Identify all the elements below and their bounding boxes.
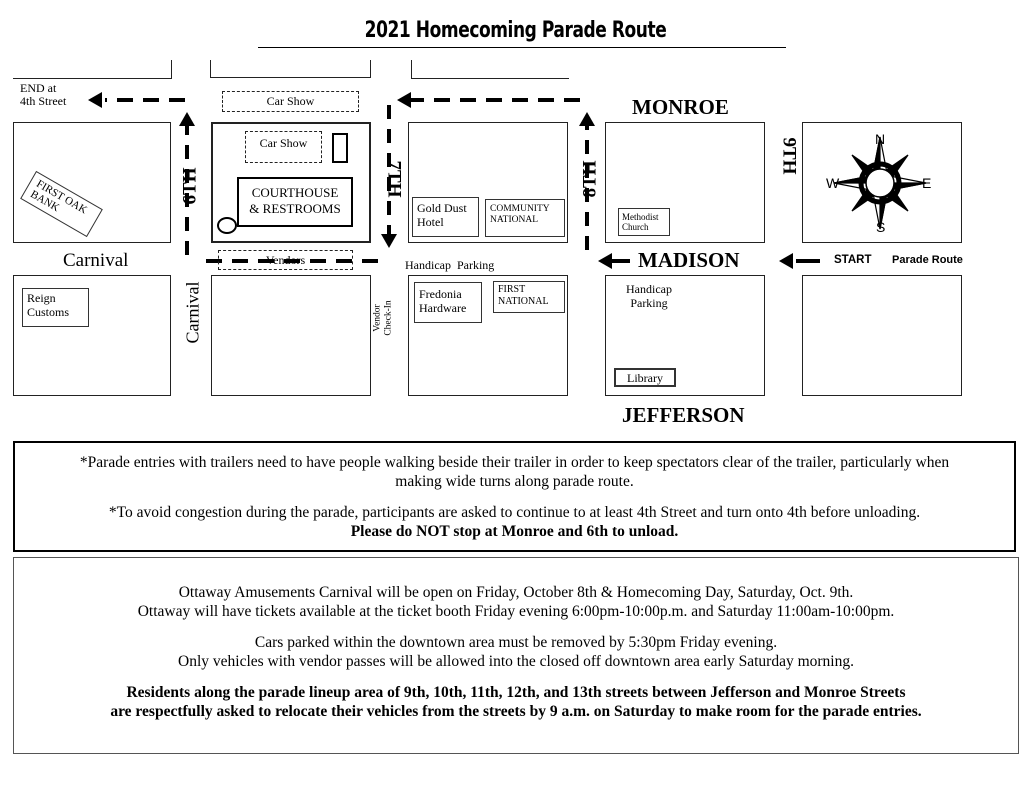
note-trailers: *Parade entries with trailers need to have people walking beside their trailer in order to keep spectators clear of the trailer, particularly when making wide turns along parade route. — [79, 454, 950, 490]
methodist-church: Methodist Church — [618, 208, 670, 236]
street-7th: 7TH — [383, 160, 405, 198]
info-relocate: are respectfully asked to relocate their vehicles from the streets by 9 a.m. on Saturday to make room for the parade entries. — [110, 703, 922, 720]
info-carnival-dates: Ottaway Amusements Carnival will be open on Friday, October 8th & Homecoming Day, Saturday, Oct. 9th. — [178, 584, 854, 601]
parade-route-label: Parade Route — [892, 254, 963, 266]
first-national: FIRST NATIONAL — [493, 281, 565, 313]
note-congestion: *To avoid congestion during the parade, participants are asked to continue to at least 4th Street and turn onto 4th before unloading. — [108, 504, 921, 521]
compass-e: E — [922, 175, 932, 191]
compass-w: W — [826, 175, 840, 191]
info-residents: Residents along the parade lineup area of 9th, 10th, 11th, 12th, and 13th streets between Jefferson and Monroe Streets — [126, 684, 906, 701]
street-6th: 6TH — [179, 167, 201, 205]
street-8th: 8TH — [579, 160, 601, 198]
info-vendor-passes: Only vehicles with vendor passes will be allowed into the closed off downtown area early Saturday morning. — [178, 653, 854, 670]
event-info — [13, 557, 1019, 754]
courthouse-building: COURTHOUSE & RESTROOMS — [237, 177, 353, 227]
reign-customs: Reign Customs — [22, 288, 89, 327]
street-madison: MADISON — [638, 248, 740, 272]
vendors-label: Vendors — [265, 253, 306, 267]
note-do-not-stop: Please do NOT stop at Monroe and 6th to unload. — [350, 523, 679, 540]
route-end-label: END at 4th Street — [20, 81, 67, 108]
parade-notes — [13, 441, 1016, 552]
street-9th: 9TH — [778, 137, 800, 175]
compass-n: N — [875, 131, 886, 147]
car-show-top: Car Show — [222, 91, 359, 112]
street-monroe: MONROE — [632, 95, 729, 119]
info-parking-removal: Cars parked within the downtown area must be removed by 5:30pm Friday evening. — [254, 634, 778, 651]
carnival-vertical-label: Carnival — [182, 281, 203, 344]
car-show-inner: Car Show — [245, 131, 322, 163]
gold-dust-hotel: Gold Dust Hotel — [412, 197, 479, 237]
fredonia-hardware: Fredonia Hardware — [414, 282, 482, 323]
handicap-parking-1: Handicap Parking — [405, 258, 495, 272]
first-oak-bank: FIRST OAK BANK — [20, 171, 103, 237]
info-ticket-hours: Ottaway will have tickets available at the ticket booth Friday evening 6:00pm-10:00p.m. and Saturday 11:00am-10:00pm. — [137, 603, 895, 620]
map-title: 2021 Homecoming Parade Route — [364, 18, 667, 43]
carnival-street-label: Carnival — [63, 250, 129, 271]
compass-s: S — [876, 219, 886, 235]
vendor-checkin-label: Vendor Check-In — [372, 300, 394, 336]
handicap-parking-2: Handicap Parking — [626, 282, 672, 310]
route-start-label: START — [834, 254, 872, 266]
library: Library — [614, 368, 676, 387]
community-national: COMMUNITY NATIONAL — [485, 199, 565, 237]
street-jefferson: JEFFERSON — [622, 403, 745, 427]
